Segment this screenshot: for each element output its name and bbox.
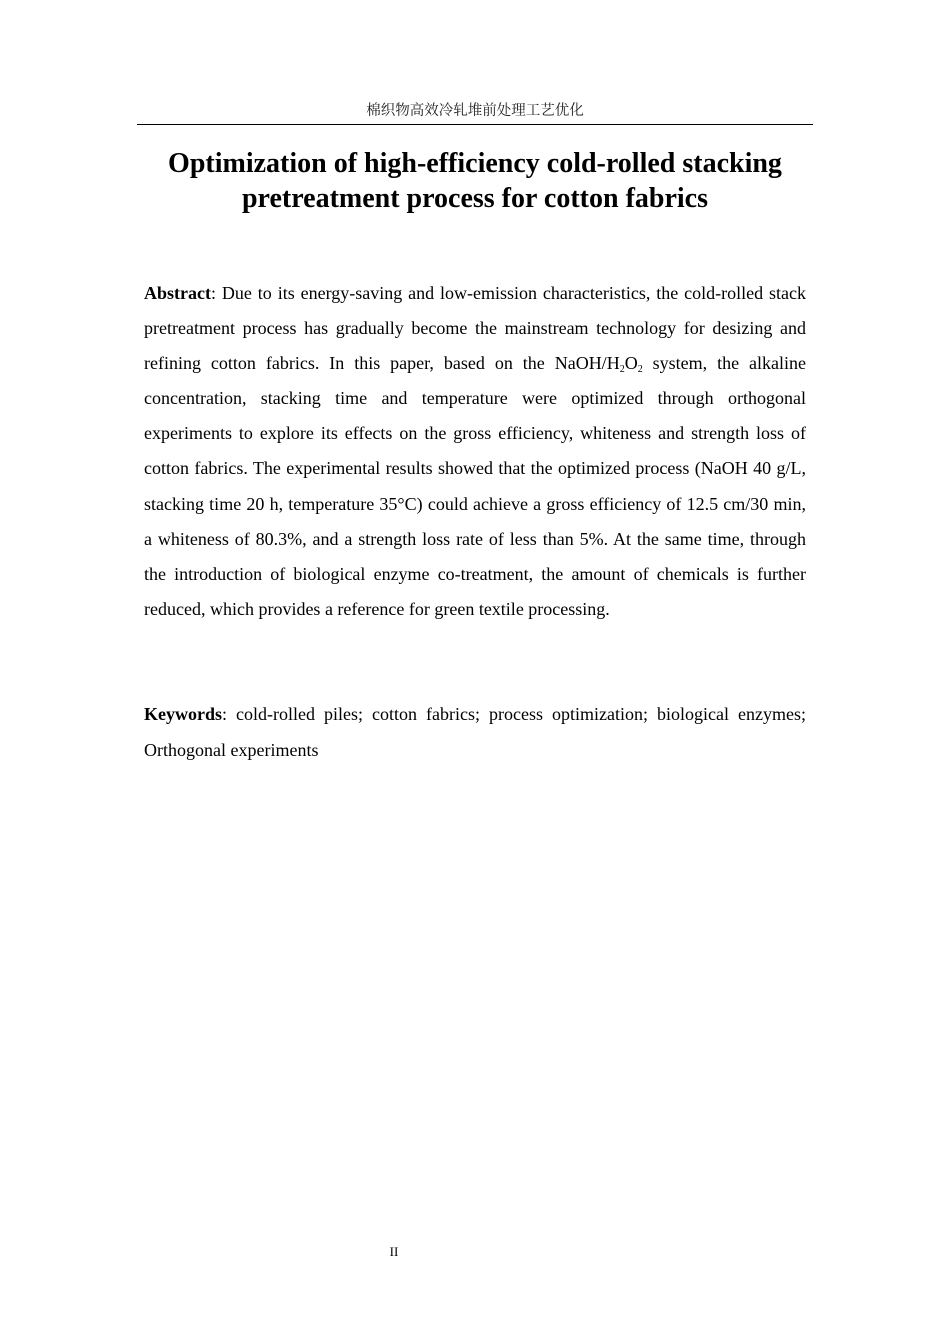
title-line-1: Optimization of high-efficiency cold-rolled stacking xyxy=(168,148,782,179)
page-number: II xyxy=(389,1244,399,1259)
abstract-text-part-2: O xyxy=(624,353,638,374)
keywords-label-separator: : xyxy=(222,704,228,724)
title-line-2: pretreatment process for cotton fabrics xyxy=(241,183,709,214)
keywords-label: Keywords xyxy=(144,704,222,724)
abstract-label-separator: : xyxy=(210,283,216,303)
abstract-subscript-2: 2 xyxy=(637,364,643,376)
abstract-text-part-3: system, the alkaline concentration, stacking time and temperature were optimized through orthogonal experiments to explore its effects on the gross efficiency, whiteness and strength loss of cotton fabrics. The experimental results showed that the optimized process (NaOH 40 g/L, stacking time 20 h, temperature 35°C) could achieve a gross efficiency of 12.5 cm/30 min, a whiteness of 80.3%, and a strength loss rate of less than 5%. At the same time, through the introduction of biological enzyme co-treatment, the amount of chemicals is further reduced, which provides a reference for green textile processing. xyxy=(144,353,806,619)
abstract-subscript-1: 2 xyxy=(619,364,625,376)
abstract-text-part-1: Due to its energy-saving and low-emission characteristics, the cold-rolled stack pretreatment process has gradually become the mainstream technology for desizing and refining cotton fabrics. In this paper, based on the NaOH/H xyxy=(144,283,806,374)
keywords-text: cold-rolled piles; cotton fabrics; process optimization; biological enzymes; Orthogonal experiments xyxy=(144,704,806,760)
abstract-label: Abstract xyxy=(144,283,211,303)
abstract-paragraph xyxy=(144,276,806,627)
paper-title xyxy=(130,146,820,216)
keywords-paragraph xyxy=(144,697,806,768)
running-header: 棉织物高效冷轧堆前处理工艺优化 xyxy=(137,100,813,125)
